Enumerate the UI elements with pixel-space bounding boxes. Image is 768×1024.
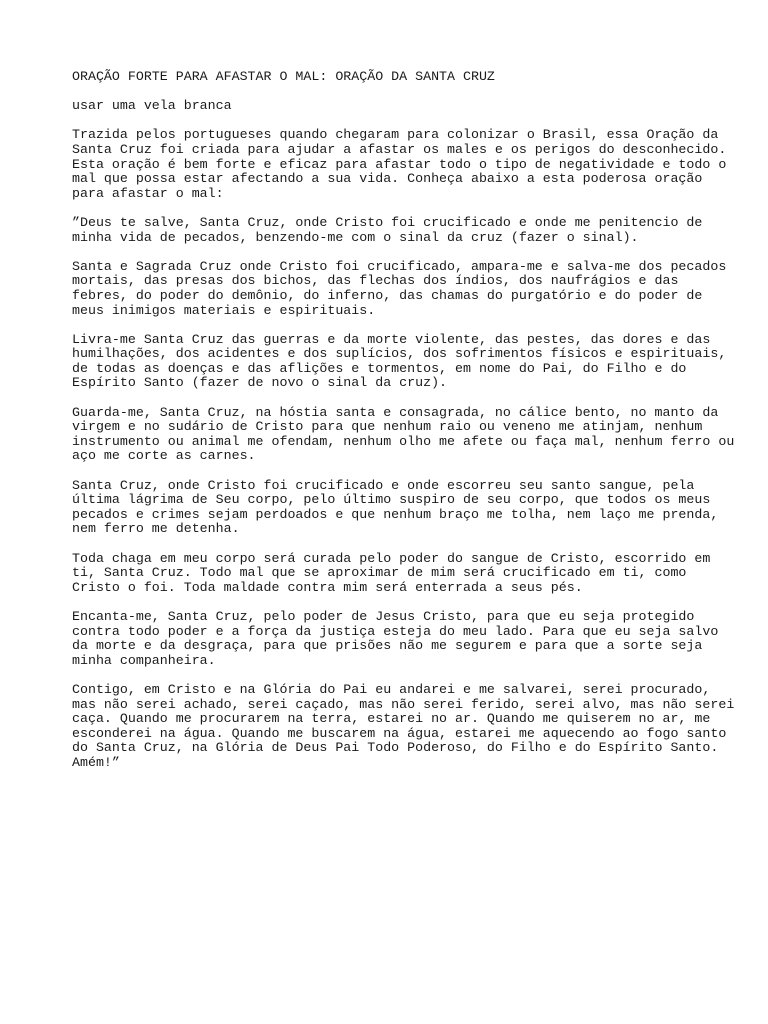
- paragraph-line: para afastar o mal:: [72, 185, 224, 201]
- paragraph-line: Cristo o foi. Toda maldade contra mim será enterrada a seus pés.: [72, 579, 583, 595]
- paragraph-line: humilhações, dos acidentes e dos suplícios, dos sofrimentos físicos e espirituais,: [72, 346, 727, 362]
- paragraph-line: Toda chaga em meu corpo será curada pelo poder do sangue de Cristo, escorrido em: [72, 550, 711, 566]
- body-paragraph: [72, 608, 719, 668]
- body-paragraph: [72, 258, 727, 318]
- body-paragraph: [72, 331, 727, 391]
- paragraph-line: Santa Cruz foi criada para ajudar a afastar os males e os perigos do desconhecido.: [72, 141, 727, 157]
- paragraph-line: virgem e no sudário de Cristo para que nenhum raio ou veneno me atinjam, nenhum: [72, 419, 703, 435]
- paragraph-line: Trazida pelos portugueses quando chegaram para colonizar o Brasil, essa Oração da: [72, 127, 719, 143]
- paragraph-line: instrumento ou animal me ofendam, nenhum olho me afete ou faça mal, nenhum ferro ou: [72, 433, 735, 449]
- paragraph-line: Santa Cruz, onde Cristo foi crucificado e onde escorreu seu santo sangue, pela: [72, 477, 695, 493]
- paragraph-line: minha companheira.: [72, 652, 216, 668]
- body-paragraph: [72, 681, 735, 771]
- paragraph-line: Esta oração é bem forte e eficaz para afastar todo o tipo de negatividade e todo o: [72, 156, 727, 172]
- paragraph-line: Livra-me Santa Cruz das guerras e da morte violente, das pestes, das dores e das: [72, 331, 711, 347]
- paragraph-line: caça. Quando me procurarem na terra, estarei no ar. Quando me quiserem no ar, me: [72, 711, 711, 727]
- paragraph-line: meus inimigos materiais e espirituais.: [72, 302, 376, 318]
- paragraph-line: nem ferro me detenha.: [72, 521, 240, 537]
- paragraph-line: de todas as doenças e das aflições e tormentos, em nome do Pai, do Filho e do: [72, 360, 687, 376]
- document-body: [72, 127, 735, 770]
- paragraph-line: minha vida de pecados, benzendo-me com o sinal da cruz (fazer o sinal).: [72, 229, 639, 245]
- body-paragraph: [72, 550, 711, 596]
- paragraph-line: mortais, das presas dos bichos, das flechas dos índios, dos naufrágios e das: [72, 273, 679, 289]
- paragraph-line: febres, do poder do demônio, do inferno, das chamas do purgatório e do poder de: [72, 287, 703, 303]
- body-paragraph: [72, 127, 727, 201]
- paragraph-line: aço me corte as carnes.: [72, 448, 256, 464]
- paragraph-line: esconderei na água. Quando me buscarem na água, estarei me aquecendo ao fogo santo: [72, 725, 727, 741]
- paragraph-line: Amém!”: [72, 754, 120, 770]
- document-page: [72, 69, 735, 785]
- paragraph-line: última lágrima de Seu corpo, pelo último suspiro de seu corpo, que todos os meus: [72, 492, 711, 508]
- paragraph-line: da morte e da desgraça, para que prisões não me segurem e para que a sorte seja: [72, 638, 703, 654]
- paragraph-line: ”Deus te salve, Santa Cruz, onde Cristo foi crucificado e onde me penitencio de: [72, 214, 703, 230]
- paragraph-line: do Santa Cruz, na Glória de Deus Pai Todo Poderoso, do Filho e do Espírito Santo.: [72, 740, 719, 756]
- paragraph-line: pecados e crimes sejam perdoados e que nenhum braço me tolha, nem laço me prenda,: [72, 506, 719, 522]
- paragraph-line: Santa e Sagrada Cruz onde Cristo foi crucificado, ampara-me e salva-me dos pecados: [72, 258, 727, 274]
- paragraph-line: mal que possa estar afectando a sua vida. Conheça abaixo a esta poderosa oração: [72, 171, 703, 187]
- paragraph-line: ti, Santa Cruz. Todo mal que se aproximar de mim será crucificado em ti, como: [72, 565, 687, 581]
- body-paragraph: [72, 477, 719, 537]
- body-paragraph: [72, 216, 704, 245]
- document-subtitle: usar uma vela branca: [72, 98, 232, 114]
- paragraph-line: Espírito Santo (fazer de novo o sinal da cruz).: [72, 375, 448, 391]
- paragraph-line: mas não serei achado, serei caçado, mas não serei ferido, serei alvo, mas não serei: [72, 696, 735, 712]
- paragraph-line: Encanta-me, Santa Cruz, pelo poder de Jesus Cristo, para que eu seja protegido: [72, 608, 695, 624]
- paragraph-line: contra todo poder e a força da justiça esteja do meu lado. Para que eu seja salvo: [72, 623, 719, 639]
- paragraph-line: Contigo, em Cristo e na Glória do Pai eu andarei e me salvarei, serei procurado,: [72, 681, 711, 697]
- document-title: ORAÇÃO FORTE PARA AFASTAR O MAL: ORAÇÃO DA SANTA CRUZ: [72, 69, 495, 84]
- body-paragraph: [72, 404, 735, 464]
- paragraph-line: Guarda-me, Santa Cruz, na hóstia santa e consagrada, no cálice bento, no manto da: [72, 404, 719, 420]
